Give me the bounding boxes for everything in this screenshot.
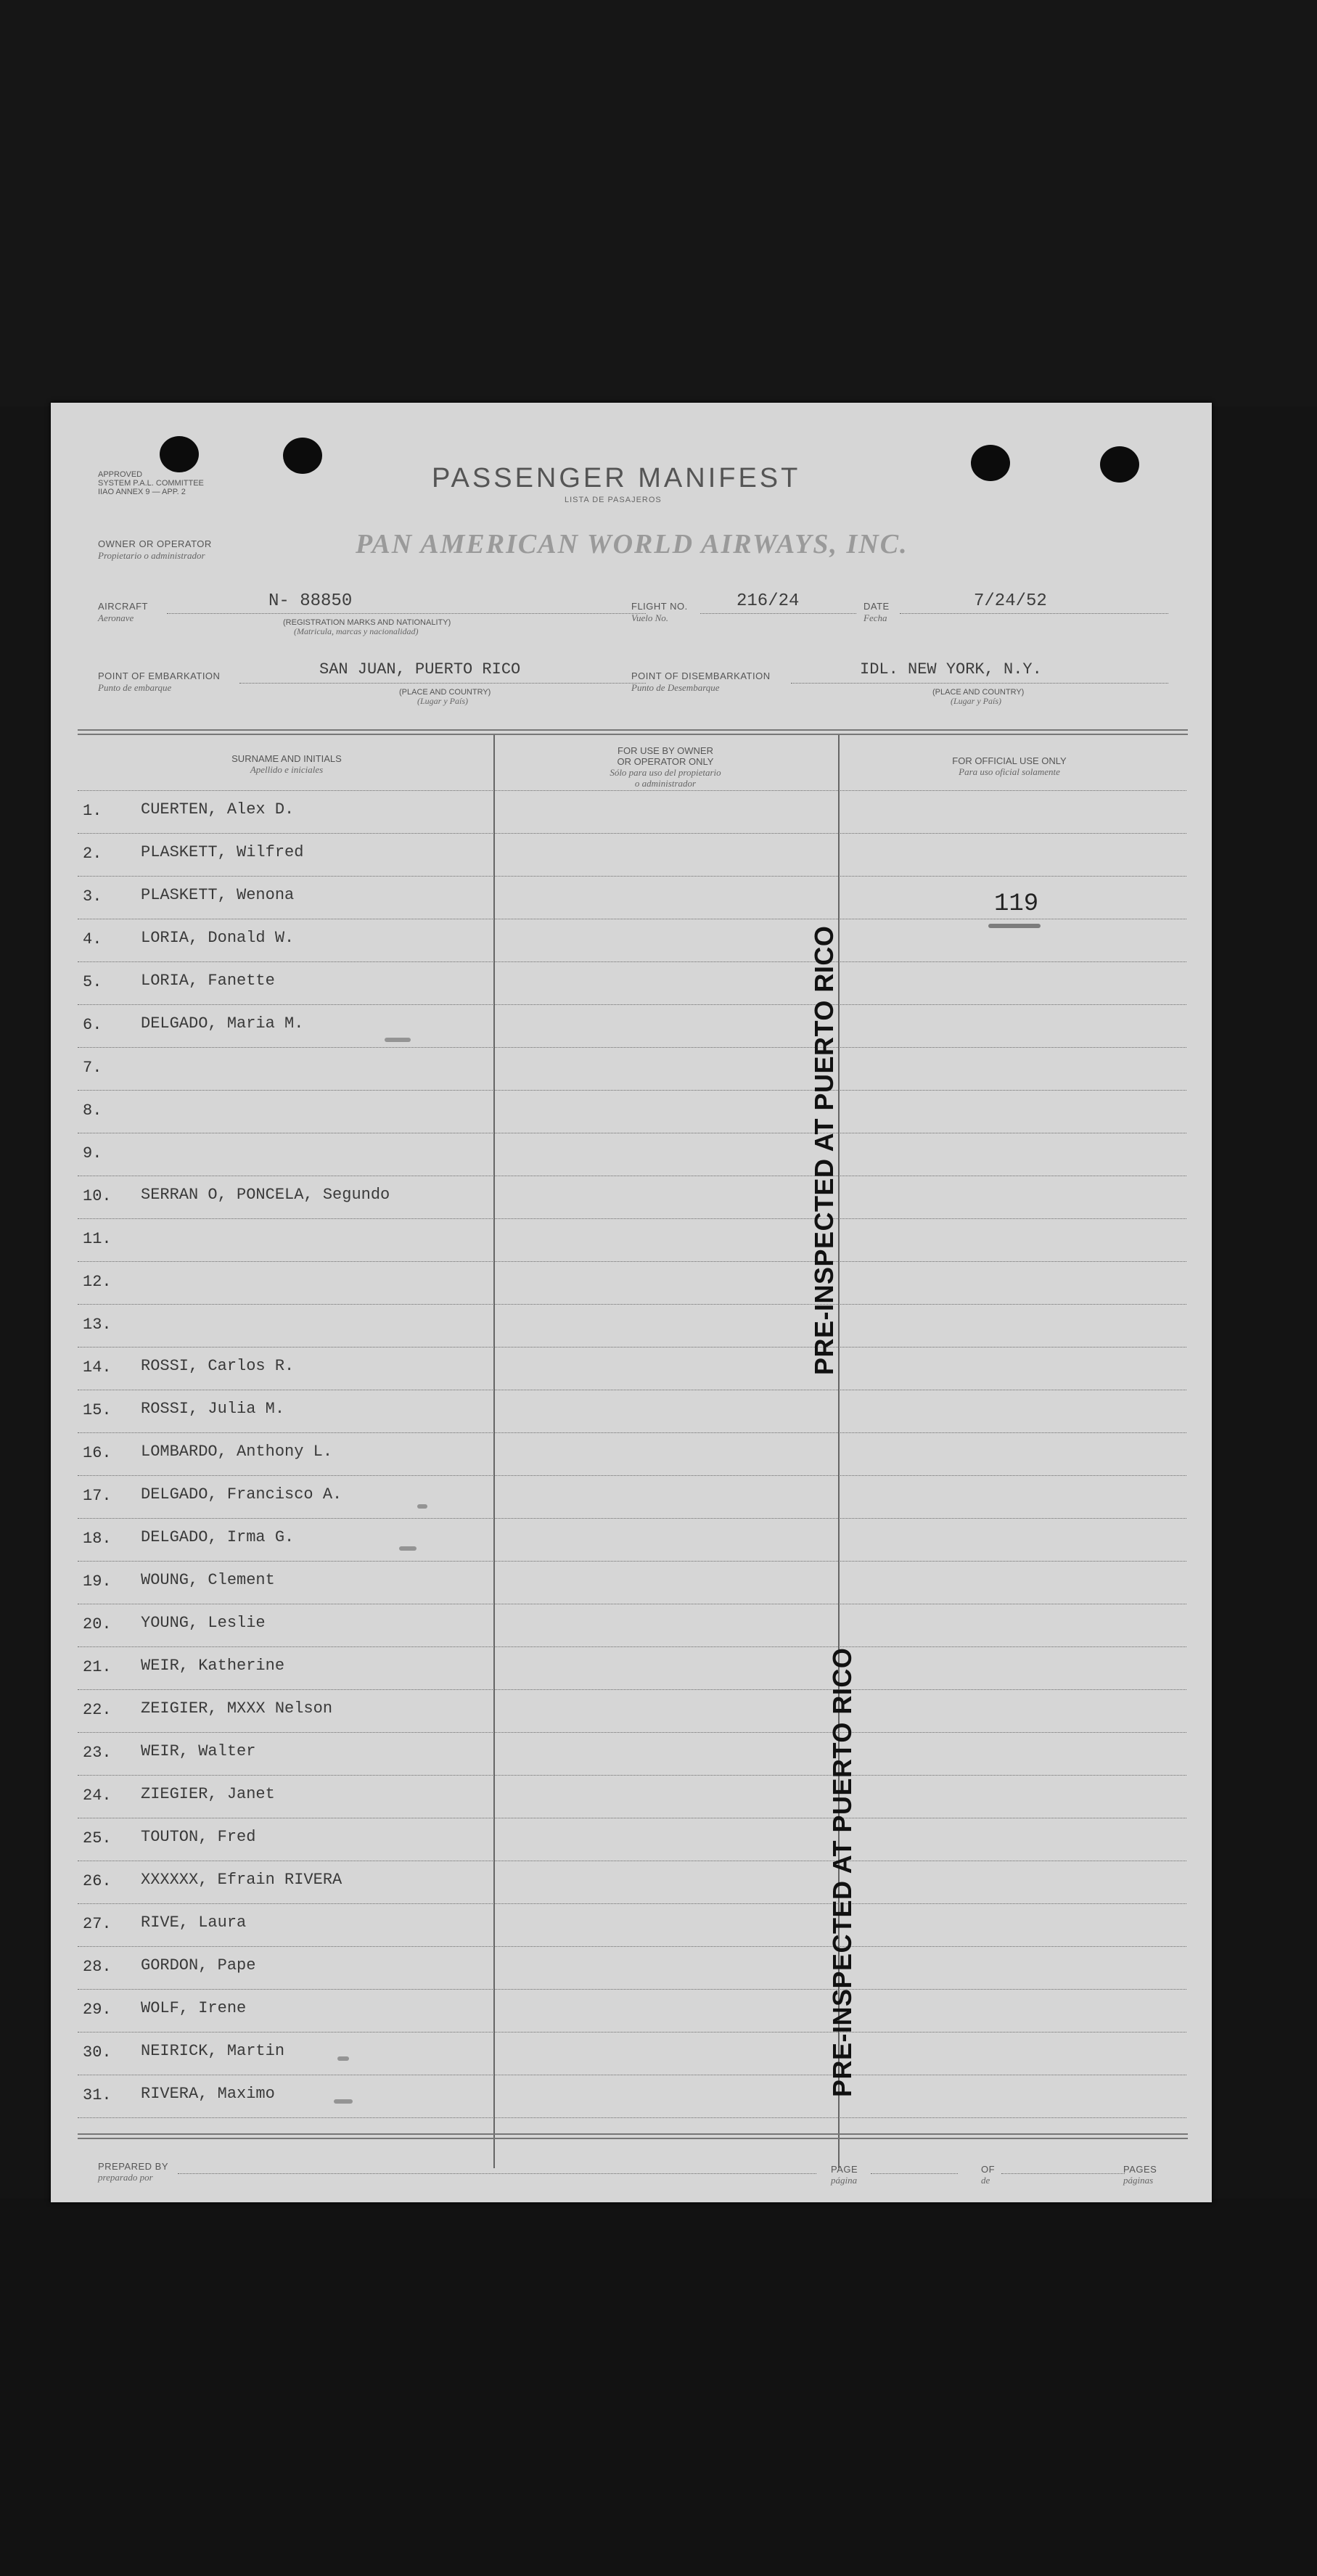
place-note-2: (PLACE AND COUNTRY) xyxy=(932,688,1025,697)
row-rule xyxy=(78,1561,1186,1562)
owner-label-es: Propietario o administrador xyxy=(98,550,205,561)
passenger-name: DELGADO, Irma G. xyxy=(141,1528,295,1546)
row-number: 31. xyxy=(83,2086,112,2104)
ink-mark xyxy=(337,2056,349,2061)
passenger-name: RIVE, Laura xyxy=(141,1913,247,1932)
flight-label-es: Vuelo No. xyxy=(631,612,669,623)
aircraft-label: AIRCRAFT xyxy=(98,601,148,612)
page-label-es: página xyxy=(831,2175,858,2186)
disembark-label: POINT OF DISEMBARKATION xyxy=(631,670,771,681)
scan-background-bottom xyxy=(0,2199,1317,2576)
embark-value: SAN JUAN, PUERTO RICO xyxy=(319,660,521,678)
row-number: 4. xyxy=(83,930,102,948)
column-header-surname-es: Apellido e iniciales xyxy=(250,764,324,775)
approval-line: SYSTEM P.A.L. COMMITTEE xyxy=(98,479,204,488)
row-rule xyxy=(78,876,1186,877)
passenger-name: WOLF, Irene xyxy=(141,1999,247,2017)
row-number: 22. xyxy=(83,1701,112,1719)
row-number: 16. xyxy=(83,1444,112,1462)
row-rule xyxy=(78,1989,1186,1990)
row-rule xyxy=(78,1304,1186,1305)
row-rule xyxy=(78,2117,1186,2118)
prepared-by-label: PREPARED BY xyxy=(98,2161,169,2172)
passenger-name: RIVERA, Maximo xyxy=(141,2085,275,2103)
page-line xyxy=(871,2173,958,2174)
of-label-es: de xyxy=(981,2175,990,2186)
passenger-name: NEIRICK, Martin xyxy=(141,2042,285,2060)
column-header-surname-en: SURNAME AND INITIALS xyxy=(231,753,342,764)
row-rule xyxy=(78,2032,1186,2033)
row-number: 1. xyxy=(83,802,102,820)
row-number: 8. xyxy=(83,1102,102,1120)
of-label: OF xyxy=(981,2164,996,2175)
disembark-value: IDL. NEW YORK, N.Y. xyxy=(860,660,1042,678)
pages-label-es: páginas xyxy=(1123,2175,1154,2186)
flight-value: 216/24 xyxy=(737,591,800,611)
disembark-line xyxy=(791,683,1168,684)
row-rule xyxy=(78,1646,1186,1647)
row-number: 12. xyxy=(83,1273,112,1291)
row-number: 15. xyxy=(83,1401,112,1419)
passenger-name: PLASKETT, Wenona xyxy=(141,886,295,904)
row-number: 10. xyxy=(83,1187,112,1205)
place-note: (PLACE AND COUNTRY) xyxy=(399,688,491,697)
place-note-es-2: (Lugar y País) xyxy=(951,696,1001,706)
passenger-name: WEIR, Katherine xyxy=(141,1657,285,1675)
row-rule xyxy=(78,1775,1186,1776)
approval-block xyxy=(98,470,204,496)
passenger-name: YOUNG, Leslie xyxy=(141,1614,266,1632)
column-header-surname xyxy=(80,753,493,775)
row-number: 17. xyxy=(83,1487,112,1505)
row-number: 25. xyxy=(83,1829,112,1847)
registration-note-es: (Matricula, marcas y nacionalidad) xyxy=(294,626,419,636)
column-header-operator-es: o administrador xyxy=(634,778,697,789)
row-number: 26. xyxy=(83,1872,112,1890)
place-note-es: (Lugar y País) xyxy=(417,696,468,706)
passenger-name: ROSSI, Carlos R. xyxy=(141,1357,295,1375)
row-number: 3. xyxy=(83,887,102,906)
page-label: PAGE xyxy=(831,2164,858,2175)
passenger-name: ZIEGIER, Janet xyxy=(141,1785,275,1803)
punch-hole xyxy=(1100,446,1139,483)
row-rule xyxy=(78,790,1186,791)
flight-label: FLIGHT NO. xyxy=(631,601,688,612)
column-divider xyxy=(493,735,495,2168)
row-number: 18. xyxy=(83,1530,112,1548)
row-rule xyxy=(78,1218,1186,1219)
ink-mark xyxy=(385,1038,411,1042)
column-header-official-es: Para uso oficial solamente xyxy=(959,766,1060,777)
of-line xyxy=(1001,2173,1125,2174)
row-number: 13. xyxy=(83,1316,112,1334)
table-top-rule xyxy=(78,729,1188,735)
row-rule xyxy=(78,1475,1186,1476)
row-number: 28. xyxy=(83,1958,112,1976)
pre-inspected-stamp: PRE-INSPECTED AT PUERTO RICO xyxy=(809,925,839,1375)
row-rule xyxy=(78,1347,1186,1348)
embark-label: POINT OF EMBARKATION xyxy=(98,670,221,681)
flight-line xyxy=(700,613,856,614)
form-subtitle: LISTA DE PASAJEROS xyxy=(565,496,662,504)
row-rule xyxy=(78,1903,1186,1904)
row-rule xyxy=(78,961,1186,962)
passenger-name: XXXXXX, Efrain RIVERA xyxy=(141,1871,342,1889)
column-header-operator-line: OR OPERATOR ONLY xyxy=(617,756,714,767)
ink-mark xyxy=(417,1504,427,1509)
passenger-name: ZEIGIER, MXXX Nelson xyxy=(141,1699,333,1718)
passenger-name: TOUTON, Fred xyxy=(141,1828,256,1846)
prepared-by-label-es: preparado por xyxy=(98,2172,153,2183)
row-number: 9. xyxy=(83,1144,102,1162)
row-rule xyxy=(78,833,1186,834)
date-value: 7/24/52 xyxy=(974,591,1047,611)
passenger-name: GORDON, Pape xyxy=(141,1956,256,1974)
approval-line: APPROVED xyxy=(98,470,143,479)
row-number: 24. xyxy=(83,1787,112,1805)
aircraft-label-es: Aeronave xyxy=(98,612,134,623)
owner-label: OWNER OR OPERATOR xyxy=(98,538,212,549)
row-number: 19. xyxy=(83,1572,112,1591)
table-bottom-rule xyxy=(78,2133,1188,2139)
passenger-name: SERRAN O, PONCELA, Segundo xyxy=(141,1186,390,1204)
row-number: 14. xyxy=(83,1358,112,1377)
row-rule xyxy=(78,1004,1186,1005)
punch-hole xyxy=(283,438,322,474)
passenger-name: LOMBARDO, Anthony L. xyxy=(141,1443,333,1461)
passenger-name: PLASKETT, Wilfred xyxy=(141,843,304,861)
passenger-name: CUERTEN, Alex D. xyxy=(141,800,295,819)
scan-background-top xyxy=(0,0,1317,406)
passenger-name: WEIR, Walter xyxy=(141,1742,256,1760)
passenger-name: DELGADO, Maria M. xyxy=(141,1014,304,1033)
date-label-es: Fecha xyxy=(863,612,887,623)
row-rule xyxy=(78,1261,1186,1262)
row-number: 27. xyxy=(83,1915,112,1933)
date-line xyxy=(900,613,1168,614)
ink-mark xyxy=(399,1546,417,1551)
column-header-operator-line: FOR USE BY OWNER xyxy=(618,745,713,756)
row-rule xyxy=(78,1946,1186,1947)
manifest-sheet xyxy=(51,403,1212,2202)
row-number: 21. xyxy=(83,1658,112,1676)
row-number: 23. xyxy=(83,1744,112,1762)
passenger-name: DELGADO, Francisco A. xyxy=(141,1485,342,1504)
pages-label: PAGES xyxy=(1123,2164,1157,2175)
row-rule xyxy=(78,1732,1186,1733)
registration-note: (REGISTRATION MARKS AND NATIONALITY) xyxy=(283,618,451,627)
passenger-name: WOUNG, Clement xyxy=(141,1571,275,1589)
row-number: 2. xyxy=(83,845,102,863)
approval-line: IIAO ANNEX 9 — APP. 2 xyxy=(98,488,186,496)
date-label: DATE xyxy=(863,601,890,612)
ink-mark xyxy=(334,2099,353,2104)
passenger-name: LORIA, Fanette xyxy=(141,972,275,990)
pre-inspected-stamp: PRE-INSPECTED AT PUERTO RICO xyxy=(827,1647,857,2097)
row-rule xyxy=(78,1518,1186,1519)
passenger-name: LORIA, Donald W. xyxy=(141,929,295,947)
underline-mark xyxy=(988,924,1041,928)
row-rule xyxy=(78,1432,1186,1433)
prepared-by-line xyxy=(178,2173,816,2174)
row-number: 5. xyxy=(83,973,102,991)
operator-name: PAN AMERICAN WORLD AIRWAYS, INC. xyxy=(356,529,908,559)
row-number: 7. xyxy=(83,1059,102,1077)
row-number: 30. xyxy=(83,2043,112,2062)
row-number: 20. xyxy=(83,1615,112,1633)
aircraft-value: N- 88850 xyxy=(268,591,353,611)
row-rule xyxy=(78,1689,1186,1690)
row-rule xyxy=(78,1090,1186,1091)
official-count: 119 xyxy=(994,890,1039,918)
punch-hole xyxy=(971,445,1010,481)
column-header-operator xyxy=(495,745,836,789)
column-header-official xyxy=(839,755,1180,777)
row-rule xyxy=(78,1047,1186,1048)
passenger-name: ROSSI, Julia M. xyxy=(141,1400,285,1418)
row-number: 11. xyxy=(83,1230,112,1248)
embark-label-es: Punto de embarque xyxy=(98,682,172,693)
embark-line xyxy=(239,683,646,684)
aircraft-line xyxy=(167,613,646,614)
form-title: PASSENGER MANIFEST xyxy=(432,463,801,493)
column-header-official-en: FOR OFFICIAL USE ONLY xyxy=(952,755,1067,766)
row-number: 29. xyxy=(83,2001,112,2019)
punch-hole xyxy=(160,436,199,472)
row-number: 6. xyxy=(83,1016,102,1034)
column-header-operator-es: Sólo para uso del propietario xyxy=(610,767,721,778)
disembark-label-es: Punto de Desembarque xyxy=(631,682,720,693)
